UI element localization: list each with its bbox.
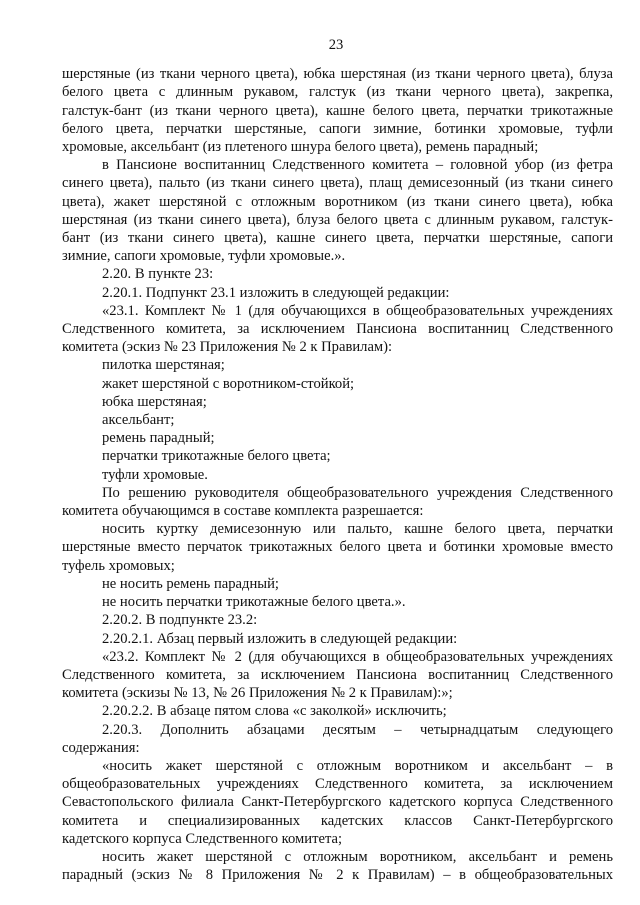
text-line: цвета), жакет шерстяной с отложным воротником (из ткани синего цвета), юбка xyxy=(62,193,613,210)
text-line: шерстяная (из ткани синего цвета), блуза белого цвета с длинным рукавом, галстук- xyxy=(62,211,613,228)
text-line: хромовые, аксельбант (из плетеного шнура белого цвета), ремень парадный; xyxy=(62,139,539,156)
text-line: ремень парадный; xyxy=(102,430,215,447)
text-line: аксельбант; xyxy=(102,412,175,429)
text-line: юбка шерстяная; xyxy=(102,393,207,410)
text-line: в Пансионе воспитанниц Следственного комитета – головной убор (из фетра xyxy=(102,157,613,174)
text-line: Следственного комитета, за исключением Пансиона воспитанниц Следственного xyxy=(62,321,613,338)
text-line: зимние, сапоги хромовые, туфли хромовые.». xyxy=(62,248,346,265)
document-body xyxy=(62,65,613,884)
text-line: шерстяные вместо перчаток трикотажных белого цвета и ботинки хромовые вместо xyxy=(62,539,613,556)
text-line: не носить перчатки трикотажные белого цвета.». xyxy=(102,594,406,611)
text-line: пилотка шерстяная; xyxy=(102,357,225,374)
text-line: 2.20.3. Дополнить абзацами десятым – четырнадцатым следующего xyxy=(102,721,613,738)
text-line: галстук-бант (из ткани черного цвета), кашне белого цвета, перчатки трикотажные xyxy=(62,102,613,119)
text-line: комитета (эскиз № 23 Приложения № 2 к Правилам): xyxy=(62,339,393,356)
text-line: комитета и специализированных кадетских классов Санкт-Петербургского xyxy=(62,812,613,829)
text-line: не носить ремень парадный; xyxy=(102,575,279,592)
text-line: Следственного комитета, за исключением Пансиона воспитанниц Следственного xyxy=(62,666,613,683)
text-line: жакет шерстяной с воротником-стойкой; xyxy=(102,375,355,392)
text-line: носить куртку демисезонную или пальто, кашне белого цвета, перчатки xyxy=(102,521,613,538)
text-line: «носить жакет шерстяной с отложным воротником и аксельбант – в xyxy=(102,757,613,774)
text-line: парадный (эскиз № 8 Приложения № 2 к Правилам) – в общеобразовательных xyxy=(62,867,613,884)
text-line: комитета (эскизы № 13, № 26 Приложения № 2 к Правилам):»; xyxy=(62,685,453,702)
text-line: бант (из ткани синего цвета), кашне синего цвета, перчатки шерстяные, сапоги xyxy=(62,230,613,247)
text-line: 2.20. В пункте 23: xyxy=(102,266,214,283)
text-line: шерстяные (из ткани черного цвета), юбка шерстяная (из ткани черного цвета), блуза xyxy=(62,66,613,83)
text-line: белого цвета с длинным рукавом, галстук (из ткани черного цвета), закрепка, xyxy=(62,84,613,101)
text-line: Севастопольского филиала Санкт-Петербургского кадетского корпуса Следственного xyxy=(62,794,613,811)
page-number: 23 xyxy=(328,37,344,53)
text-line: общеобразовательных учреждениях Следственного комитета, за исключением xyxy=(62,776,613,793)
text-line: 2.20.2. В подпункте 23.2: xyxy=(102,612,258,629)
text-line: носить жакет шерстяной с отложным воротником, аксельбант и ремень xyxy=(102,848,613,865)
text-line: «23.2. Комплект № 2 (для обучающихся в общеобразовательных учреждениях xyxy=(102,648,613,665)
text-line: По решению руководителя общеобразовательного учреждения Следственного xyxy=(102,484,613,501)
text-line: туфель хромовых; xyxy=(62,557,175,574)
text-line: 2.20.1. Подпункт 23.1 изложить в следующей редакции: xyxy=(102,284,450,301)
text-line: 2.20.2.2. В абзаце пятом слова «с заколкой» исключить; xyxy=(102,703,447,720)
text-line: содержания: xyxy=(62,739,140,756)
text-line: комитета обучающимся в составе комплекта разрешается: xyxy=(62,503,424,520)
text-line: туфли хромовые. xyxy=(102,466,208,483)
text-line: «23.1. Комплект № 1 (для обучающихся в общеобразовательных учреждениях xyxy=(102,302,613,319)
text-line: белого цвета, перчатки шерстяные, сапоги зимние, ботинки хромовые, туфли xyxy=(62,120,613,137)
text-line: кадетского корпуса Следственного комитета; xyxy=(62,830,343,847)
text-line: 2.20.2.1. Абзац первый изложить в следующей редакции: xyxy=(102,630,458,647)
text-line: синего цвета), пальто (из ткани синего цвета), плащ демисезонный (из ткани синего xyxy=(62,175,613,192)
text-line: перчатки трикотажные белого цвета; xyxy=(102,448,331,465)
